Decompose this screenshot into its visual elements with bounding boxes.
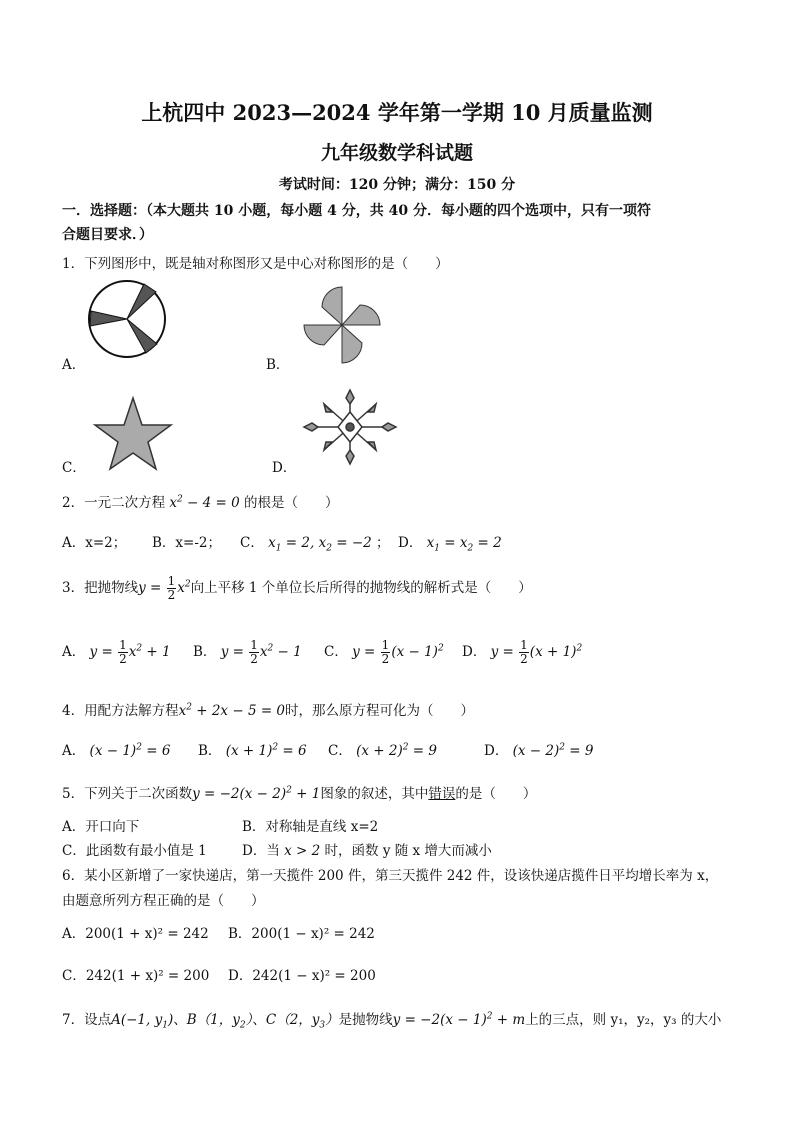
q4-stem: 4．用配方法解方程$x^2 + 2x - 5 = 0$时，那么原方程可化为（ ） (62, 702, 475, 719)
q6-option-b: B．200(1 − x)² = 242 (228, 926, 375, 942)
pinwheel-circle-figure (86, 278, 168, 360)
q2-equation: $x^2 - 4 = 0$ (169, 494, 240, 511)
windmill-figure (300, 283, 384, 367)
q3-option-b: B． y = $\frac{1}{2}$ $x^2 - 1$ (193, 638, 302, 666)
q3-stem: 3．把抛物线y = $\frac{1}{2}$ $x^2$向上平移 1 个单位长后所得的抛物线的解析式是（ ） (62, 574, 532, 602)
q4-option-a: A． $(x - 1)^2 = 6$ (62, 742, 171, 759)
exam-info: 考试时间：120 分钟；满分：150 分 (278, 177, 516, 193)
q7-stem: 7．设点A(−1, $y_1$)、B（1，$y_2$）、C（2，$y_3$）是抛物线$y = -2(x - 1)^2 + m$上的三点，则 y₁，y₂，y₃ 的大小 (62, 1011, 722, 1031)
q2-stem: 2．一元二次方程 $x^2 - 4 = 0$ 的根是（ ） (62, 494, 339, 511)
q6-stem-line2: 由题意所列方程正确的是（ ） (62, 893, 265, 909)
q3-option-c: C． y = $\frac{1}{2}$ $(x - 1)^2$ (324, 638, 444, 666)
q4-option-d: D． $(x - 2)^2 = 9$ (484, 742, 594, 759)
q5-stem: 5．下列关于二次函数$y = -2(x - 2)^2 + 1$图象的叙述，其中错误的是（ ） (62, 785, 537, 802)
section-heading-line1: 一．选择题：（本大题共 10 小题，每小题 4 分，共 40 分．每小题的四个选项中，只有一项符 (62, 203, 651, 219)
q1-option-c-label: C． (62, 460, 86, 476)
q2-option-b: B．x=-2； (152, 535, 221, 551)
exam-subtitle: 九年级数学科试题 (320, 142, 473, 164)
q1-option-b-label: B． (266, 357, 290, 373)
q6-option-d: D．242(1 − x)² = 200 (228, 968, 376, 984)
q5-option-d: D．当 x > 2 时，函数 y 随 x 增大而减小 (242, 843, 492, 859)
q5-option-b: B．对称轴是直线 x=2 (242, 819, 379, 835)
snowflake-figure (300, 386, 400, 468)
q6-option-a: A．200(1 + x)² = 242 (62, 926, 209, 942)
q2-option-c: C． $x_1 = 2$, $x_2 = -2$ ； (240, 535, 390, 554)
q2-option-a: A．x=2； (62, 535, 127, 551)
q3-option-a: A． y = $\frac{1}{2}$ $x^2 + 1$ (62, 638, 171, 666)
q1-stem: 1．下列图形中，既是轴对称图形又是中心对称图形的是（ ） (62, 256, 449, 272)
q1-option-d-label: D． (272, 460, 297, 476)
q2-option-d: D． $x_1 = x_2 = 2$ (398, 535, 502, 554)
q5-option-a: A．开口向下 (62, 819, 140, 835)
q4-option-b: B． $(x + 1)^2 = 6$ (198, 742, 307, 759)
star-figure (92, 395, 174, 473)
q5-option-c: C．此函数有最小值是 1 (62, 843, 207, 859)
q6-option-c: C．242(1 + x)² = 200 (62, 968, 210, 984)
q4-option-c: C． $(x + 2)^2 = 9$ (328, 742, 437, 759)
q3-option-d: D． y = $\frac{1}{2}$ $(x + 1)^2$ (462, 638, 583, 666)
q6-stem-line1: 6．某小区新增了一家快递店，第一天揽件 200 件，第三天揽件 242 件，设该快递店揽件日平均增长率为 x， (62, 868, 719, 884)
section-heading-line2: 合题目要求．） (62, 227, 153, 243)
exam-title: 上杭四中 2023—2024 学年第一学期 10 月质量监测 (141, 100, 653, 125)
q1-option-a-label: A． (62, 357, 86, 373)
